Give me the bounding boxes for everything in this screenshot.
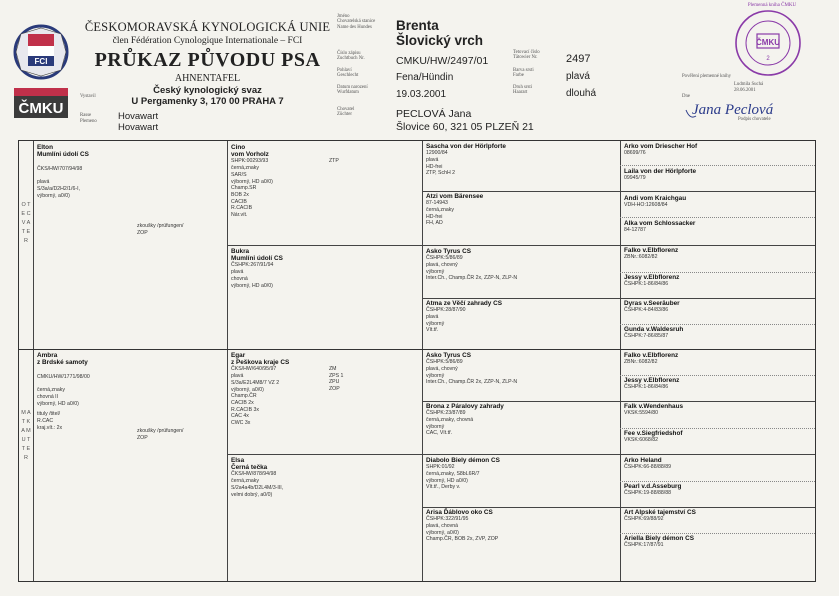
ancestor-cell [624, 168, 809, 182]
grandparent-award: ZPS 1 [329, 372, 344, 379]
dog-kennel-name: Šlovický vrch [396, 33, 484, 48]
great-grandparent-cell [426, 143, 616, 177]
ancestor-name: Jessy v.Elbflorenz [624, 377, 680, 384]
mother-rating: výborný, HD a0/0) [37, 400, 79, 407]
grandparent-cell [231, 248, 321, 289]
great-grandparent-cell [426, 193, 616, 227]
ancestor-name: Dyras v.Seeräuber [624, 300, 680, 307]
great-grandparent-detail: černá,znaky [426, 206, 454, 213]
ancestor-reg: VKSK:5594/80 [624, 410, 659, 417]
ancestor-name: Jessy v.Elbflorenz [624, 274, 680, 281]
grandparent-name: Cino [231, 144, 246, 151]
svg-text:FCI: FCI [34, 57, 48, 66]
grandparent-name: Elsa [231, 457, 245, 464]
dog-name [396, 18, 483, 48]
grandparent-award: ZM [329, 366, 337, 372]
great-grandparent-detail: černá,znaky, S8bL6R/7 [426, 470, 480, 477]
grandparent-detail: ČSHPK:267/91/94 [231, 262, 274, 269]
great-grandparent-detail: plavá [426, 156, 439, 163]
ancestor-cell [624, 195, 809, 209]
mother-kennel: z Brdské samoty [37, 359, 88, 367]
ancestor-name: Falk v.Wendenhaus [624, 403, 684, 410]
mother-exams [137, 428, 183, 441]
birth-date: 19.03.2001 [396, 89, 447, 100]
breed-label-de: Plemeno [80, 119, 97, 124]
ancestor-reg: ZBNr.:6082/82 [624, 254, 658, 261]
grandparent-detail: ČKS/HW/878/94/98 [231, 471, 277, 478]
ancestor-reg: ČSHPK:19-88/88/88 [624, 490, 672, 497]
grandparent-detail: ČKS/HW/640/95/97 [231, 366, 277, 373]
father-kennel: Mumlíni údolí CS [37, 151, 89, 159]
tattoo-label: Tetovací číslo Tätowier Nr. [513, 50, 540, 61]
ancestor-reg: ČSHPK:4-84/83/86 [624, 307, 669, 314]
grandparent-detail: Champ.SR [231, 185, 257, 192]
great-grandparent-detail: výborný [426, 268, 445, 275]
great-grandparent-detail: Vít.tř. [426, 327, 439, 334]
grandparent-detail: výborný, a0/0) [231, 386, 264, 393]
grandparent-detail: Nár.vít. [231, 212, 248, 219]
great-grandparent-name: Diabolo Biely démon CS [426, 457, 500, 464]
great-grandparent-detail: ČSHPK:23/87/89 [426, 410, 466, 417]
grandparent-detail: černá,znaky [231, 165, 259, 172]
great-grandparent-detail: výborný, HD a0/0) [426, 477, 468, 484]
great-grandparent-cell [426, 352, 616, 386]
breeder-name: PECLOVÁ Jana [396, 108, 472, 120]
dog-color: plavá [566, 71, 590, 82]
great-grandparent-cell [426, 403, 616, 437]
sex-label: Pohlaví Geschlecht [337, 68, 359, 79]
ancestor-cell [624, 483, 809, 497]
great-grandparent-detail: Inter.Ch., Champ.ČR 2x, ZZP-N, ZLP-N [426, 379, 518, 386]
grandparent-award: ZTP [329, 158, 339, 164]
breeder-label: Chovatel Züchter [337, 107, 355, 118]
ancestor-reg: ČSHPK:17/87/91 [624, 542, 664, 549]
ancestor-name: Arko Heland [624, 457, 662, 464]
ancestor-cell [624, 430, 809, 444]
ancestor-reg: 09945/79 [624, 175, 646, 182]
mother-title-2: kraj.vít.: 2x [37, 424, 63, 431]
grandparent-kennel: Černá tečka [231, 464, 268, 472]
great-grandparent-name: Arisa Ďáblovo oko CS [426, 509, 493, 516]
mother-reg: CMKU/HW/1771/98/00 [37, 374, 90, 381]
ancestor-cell [624, 220, 809, 234]
ancestor-cell [624, 274, 809, 288]
svg-text:ČMKU: ČMKU [756, 38, 780, 47]
grandparent-detail: R.CACIB [231, 205, 253, 212]
grandparent-award: ZOP [329, 386, 340, 393]
grandparent-detail: výborný, HD a0/0) [231, 178, 273, 185]
ancestor-cell [624, 247, 809, 261]
grandparent-awards [329, 366, 343, 393]
mother-cell [37, 352, 157, 431]
great-grandparent-detail: výborný [426, 320, 445, 327]
mother-color: černá,znaky [37, 387, 65, 394]
grandparent-detail: R.CACIB 3x [231, 406, 259, 413]
father-rating: výborný, a0/0) [37, 192, 70, 199]
grandparent-kennel: vom Vorholz [231, 151, 269, 159]
great-grandparent-detail: plavá, chovný [426, 365, 458, 372]
side-label-mother: M A T K A M U T T E R [21, 410, 31, 461]
grandparent-detail: velmi dobrý, a0/0) [231, 491, 273, 498]
svg-text:ČMKU: ČMKU [18, 100, 64, 117]
great-grandparent-detail: 12900/84 [426, 150, 448, 157]
reg-number: CMKU/HW/2497/01 [396, 55, 489, 67]
great-grandparent-detail: HD-frei [426, 163, 443, 170]
ancestor-reg: VKSK:6068/82 [624, 437, 659, 444]
ancestor-name: Laila von der Hörlpforte [624, 168, 697, 175]
great-grandparent-cell [426, 300, 616, 334]
tattoo-number: 2497 [566, 53, 591, 65]
ancestor-name: Fee v.Siegfriedshof [624, 430, 683, 437]
dog-sex: Fena/Hündin [396, 72, 454, 83]
great-grandparent-name: Atma ze Věčí zahrady CS [426, 300, 503, 307]
grandparent-awards [329, 158, 339, 165]
org-membership: člen Fédération Cynologique Internationale – FCI [112, 36, 303, 46]
issuer-address: U Pergamenky 3, 170 00 PRAHA 7 [131, 96, 284, 107]
side-label-father: O T E C V A T E R [21, 202, 31, 244]
ancestor-cell [624, 535, 809, 549]
ancestor-reg: ČSHPK:69/88/92 [624, 516, 664, 523]
document-header [80, 20, 335, 107]
grandparent-detail: chovná [231, 275, 248, 282]
ancestor-name: Falko v.Elbflorenz [624, 352, 679, 359]
date-label: Dne [682, 94, 690, 99]
grandparent-detail: plavá [231, 269, 244, 276]
grandparent-detail: CWC 3x [231, 420, 251, 427]
great-grandparent-detail: výborný [426, 372, 445, 379]
ancestor-name: Falko v.Elbflorenz [624, 247, 679, 254]
great-grandparent-detail: Inter.Ch., Champ.ČR 2x, ZZP-N, ZLP-N [426, 275, 518, 282]
breed-label-cz: Rasse [80, 113, 92, 118]
cmku-fci-logo [6, 20, 76, 124]
ancestor-cell [624, 352, 809, 366]
ancestor-cell [624, 377, 809, 391]
ancestor-cell [624, 326, 809, 340]
father-name: Elton [37, 144, 53, 151]
document-title: PRŮKAZ PŮVODU PSA [94, 49, 321, 71]
auth-label: Pověření plemenné knihy [682, 74, 732, 79]
great-grandparent-detail: ČSHPK:5/86/89 [426, 255, 463, 262]
pedigree-table [18, 140, 816, 582]
great-grandparent-cell [426, 457, 616, 491]
ancestor-reg: ČSHPK:1-86/84/86 [624, 384, 669, 391]
breeder-address: Šlovice 60, 321 05 PLZEŇ 21 [396, 121, 534, 133]
mother-name: Ambra [37, 352, 58, 359]
ancestor-name: Alka vom Schlossacker [624, 220, 696, 227]
mother-title-1: R.CAC [37, 417, 54, 424]
grandparent-detail: černá,znaky [231, 478, 259, 485]
document-subtitle: AHNENTAFEL [174, 73, 241, 84]
great-grandparent-detail: SHPK:01/92 [426, 464, 455, 471]
ancestor-reg: ZBNr.:6082/82 [624, 359, 658, 366]
great-grandparent-detail: Champ.ČR, BOB 2x, ZVP, ZOP [426, 536, 499, 543]
great-grandparent-name: Asko Tyrus CS [426, 248, 471, 255]
grandparent-detail: výborný, HD a0/0) [231, 282, 273, 289]
great-grandparent-detail: plavá, chovný [426, 261, 458, 268]
great-grandparent-name: Sascha von der Hörlpforte [426, 143, 506, 150]
breed-value-de: Hovawart [118, 122, 159, 133]
father-exams [137, 223, 183, 236]
ancestor-cell [624, 509, 809, 523]
great-grandparent-cell [426, 248, 616, 282]
great-grandparent-detail: ČSHPK:28/87/90 [426, 307, 466, 314]
ancestor-name: Arko vom Driescher Hof [624, 143, 698, 150]
father-exams-label: zkoušky /prüfungen/ [137, 223, 184, 229]
ancestor-reg: 08699/76 [624, 150, 646, 157]
great-grandparent-cell [426, 509, 616, 543]
great-grandparent-detail: výborný [426, 423, 445, 430]
stamp-number: 2 [766, 56, 770, 62]
coat-type: dlouhá [566, 88, 597, 99]
great-grandparent-detail: FH, AD [426, 220, 443, 227]
ancestor-reg: ČSHPK:7-86/85/87 [624, 333, 669, 340]
great-grandparent-detail: ZTP, SchH 2 [426, 170, 456, 177]
signer-label: Podpis chovatele [738, 117, 771, 122]
signature-text: Jana Peclová [692, 102, 774, 118]
auth-name: Ludmila Suchá [734, 82, 764, 87]
registry-stamp [733, 8, 803, 78]
ancestor-reg: ČSHPK:66-88/88/89 [624, 464, 672, 471]
grandparent-cell [231, 352, 321, 427]
ancestor-cell [624, 403, 809, 417]
great-grandparent-detail: černá,znaky, chovná [426, 416, 474, 423]
auth-date: 28.06.2001 [734, 88, 756, 93]
great-grandparent-name: Atzi vom Bärensee [426, 193, 484, 200]
ancestor-name: Pearl v.d.Asseburg [624, 483, 682, 490]
great-grandparent-name: Brona z Páralovy zahrady [426, 403, 504, 410]
grandparent-detail: CACIB 2x [231, 399, 254, 406]
dog-name-line1: Brenta [396, 18, 439, 33]
father-color: plavá [37, 179, 50, 186]
ancestor-cell [624, 457, 809, 471]
grandparent-detail: CAC 4x [231, 413, 249, 420]
grandparent-detail: S/2a4a4b/D2L4M/3-III, [231, 484, 284, 491]
breed-value: Hovawart [118, 111, 159, 122]
grandparent-name: Egar [231, 352, 246, 359]
great-grandparent-detail: HD-frei [426, 213, 443, 220]
grandparent-detail: SHPK:00293/93 [231, 158, 269, 165]
great-grandparent-detail: CAC, Vít.tř. [426, 430, 453, 437]
grandparent-detail: S/3a/E2L4M8/7 VZ 2 [231, 379, 280, 386]
great-grandparent-detail: výborný, a0/0) [426, 529, 459, 536]
great-grandparent-detail: plavá, chovná [426, 522, 459, 529]
ancestor-reg: 84-12787 [624, 227, 646, 234]
stamp-text: Plemenná kniha ČMKU [747, 3, 797, 8]
ancestor-reg: VDH-HO:12608/84 [624, 202, 668, 209]
issuer-label: Vystavil [80, 94, 96, 99]
ancestor-cell [624, 300, 809, 314]
great-grandparent-name: Asko Tyrus CS [426, 352, 471, 359]
coat-label: Druh srsti Haarart [513, 85, 533, 96]
grandparent-cell [231, 144, 321, 219]
ancestor-name: Gunda v.Waldesruh [624, 326, 684, 333]
great-grandparent-detail: 87-14943 [426, 200, 448, 207]
grandparent-detail: plavá [231, 373, 244, 380]
great-grandparent-detail: ČSHPK:322/91/95 [426, 516, 469, 523]
ancestor-name: Ariella Biely démon CS [624, 535, 694, 542]
name-label: Jméno Chovatelská stanice Name des Hundes [337, 14, 376, 30]
color-label: Barva srsti Farbe [513, 68, 534, 79]
great-grandparent-detail: Vít.tř., Derby v. [426, 484, 461, 491]
org-name: ČESKOMORAVSKÁ KYNOLOGICKÁ UNIE [84, 20, 331, 34]
grandparent-kennel: Mumlíni údolí CS [231, 255, 283, 263]
grandparent-detail: CACIB [231, 198, 247, 205]
father-exams-value: ZOP [137, 229, 148, 236]
mother-titles-label: tituly /titel/ [37, 411, 61, 418]
grandparent-detail: SAR/S [231, 171, 247, 178]
great-grandparent-detail: plavá [426, 313, 439, 320]
father-cell [37, 144, 157, 199]
grandparent-detail: BOB 2x [231, 191, 249, 198]
great-grandparent-detail: ČSHPK:5/86/89 [426, 359, 463, 366]
grandparent-award: ZPU [329, 379, 340, 386]
issuer-name: Český kynologický svaz [153, 85, 262, 96]
grandparent-name: Bukra [231, 248, 250, 255]
mother-breeding: chovná II [37, 393, 59, 400]
grandparent-kennel: z Peškova kraje CS [231, 359, 290, 367]
mother-exams-label: zkoušky /prüfungen/ [137, 428, 184, 434]
grandparent-detail: Champ.ČR [231, 393, 257, 400]
ancestor-name: Art Alpské tajemství CS [624, 509, 696, 516]
ancestor-name: Andi vom Kraichgau [624, 195, 687, 202]
father-reg: ČKS/HW/707/94/98 [37, 166, 83, 173]
mother-exams-value: ZOP [137, 434, 148, 441]
grandparent-cell [231, 457, 321, 498]
birth-label: Datum narození Wurfdatum [337, 85, 368, 96]
reg-label: Číslo zápisu Zuchtbuch Nr. [337, 51, 365, 62]
father-code: S/3a/a/D2H2/1/6-I, [37, 185, 80, 192]
ancestor-reg: ČSHPK:1-86/84/86 [624, 281, 669, 288]
ancestor-cell [624, 143, 809, 157]
